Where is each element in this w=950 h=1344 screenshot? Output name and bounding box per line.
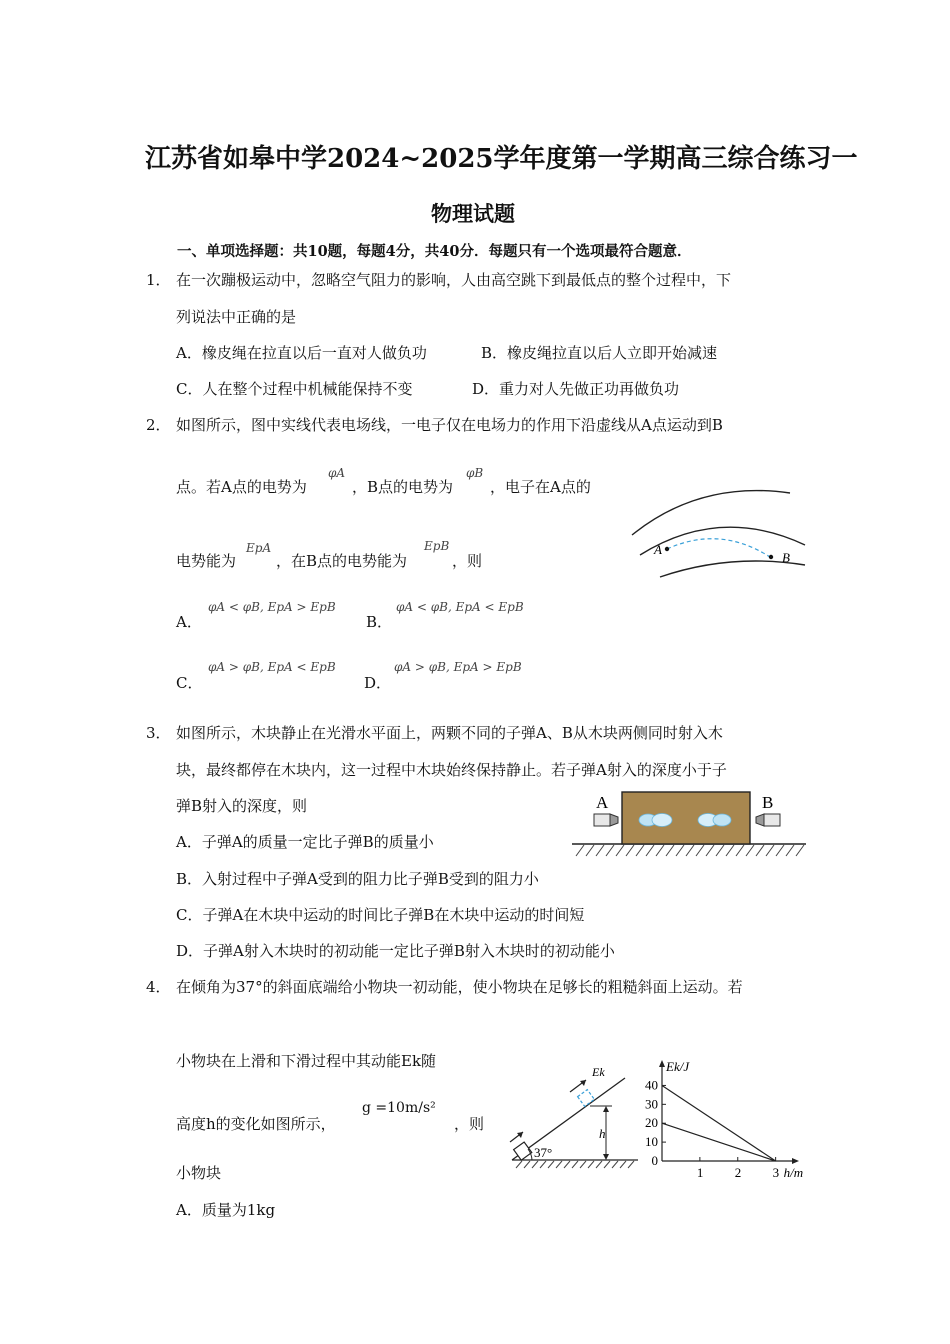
q2-line2-part1: 点。若A点的电势为: [176, 478, 307, 496]
q2-option-c-label: C．: [176, 674, 203, 692]
q2-phi-b-symbol: φB: [466, 466, 484, 480]
q1-stem-line2: 列说法中正确的是: [176, 308, 297, 326]
q2-option-b-expr: φA < φB, EpA < EpB: [396, 600, 524, 614]
bullet-a-label: A: [596, 793, 609, 812]
y-tick-label: 40: [645, 1077, 658, 1093]
q2-number: 2．: [146, 416, 171, 434]
h-label: h: [599, 1126, 606, 1141]
q1-option-d: D．重力对人先做正功再做负功: [472, 380, 680, 398]
bullet-a-embedded: [639, 814, 672, 827]
ground-hatching: [576, 845, 804, 856]
q2-option-c-expr: φA > φB, EpA < EpB: [208, 660, 336, 674]
q1-option-c: C．人在整个过程中机械能保持不变: [176, 380, 413, 398]
q2-option-a-expr: φA < φB, EpA > EpB: [208, 600, 336, 614]
q4-ek-h-chart: [640, 1058, 810, 1183]
q2-option-b-label: B．: [366, 613, 393, 631]
q4-option-a: A．质量为1kg: [176, 1201, 276, 1219]
q3-option-c: C．子弹A在木块中运动的时间比子弹B在木块中运动的时间短: [176, 906, 585, 924]
q2-epb-symbol: EpB: [424, 539, 450, 553]
q3-stem-line3: 弹B射入的深度，则: [176, 797, 308, 815]
section-heading: 一、单项选择题：共10题，每题4分，共40分．每题只有一个选项最符合题意．: [177, 243, 692, 260]
q4-stem-line4: 小物块: [176, 1164, 222, 1182]
q2-line3-part1: 电势能为: [176, 552, 237, 570]
q1-option-a: A．橡皮绳在拉直以后一直对人做负功: [176, 344, 427, 362]
q4-stem-line3-part1: 高度h的变化如图所示，: [176, 1115, 336, 1133]
bullet-b-label: B: [762, 793, 774, 812]
q3-block-figure: [570, 788, 810, 860]
q1-stem-line1: 在一次蹦极运动中，忽略空气阻力的影响，人由高空跳下到最低点的整个过程中，下: [176, 271, 732, 289]
q4-stem-line1: 在倾角为37°的斜面底端给小物块一初动能，使小物块在足够长的粗糙斜面上运动。若: [176, 978, 743, 996]
y-tick-label: 10: [645, 1134, 658, 1150]
point-b-dot: [769, 555, 773, 559]
q2-line2-part3: ，电子在A点的: [490, 478, 591, 496]
exam-title: 江苏省如皋中学2024~2025学年度第一学期高三综合练习一: [145, 144, 858, 174]
q4-stem-line3-part2: ，则: [454, 1115, 485, 1133]
y-axis-arrow: [659, 1060, 665, 1067]
q3-option-d: D．子弹A射入木块时的初动能一定比子弹B射入木块时的初动能小: [176, 942, 615, 960]
ek-label: Ek: [592, 1065, 605, 1079]
q4-number: 4．: [146, 978, 171, 996]
incline-hatching: [516, 1161, 634, 1168]
x-tick-label: 1: [696, 1165, 704, 1180]
field-line-middle: [640, 527, 805, 555]
angle-label: 37°: [534, 1145, 553, 1160]
q4-stem-line2: 小物块在上滑和下滑过程中其动能Ek随: [176, 1052, 437, 1070]
x-axis-arrow: [792, 1158, 799, 1164]
q2-option-a-label: A．: [176, 613, 202, 631]
q2-line3-part3: ，则: [452, 552, 483, 570]
y-tick-label: 30: [645, 1096, 658, 1112]
bullet-b-embedded: [698, 814, 731, 827]
y-axis-label: Ek/J: [666, 1059, 690, 1074]
x-tick-label: 3: [772, 1165, 780, 1180]
bullet-b: [756, 814, 780, 826]
x-axis-label: h/m: [783, 1165, 804, 1180]
q2-line3-part2: ，在B点的电势能为: [276, 552, 408, 570]
series-line-1: [662, 1085, 776, 1161]
q2-option-d-label: D．: [364, 674, 392, 692]
q4-incline-figure: [500, 1062, 645, 1172]
q3-stem-line1: 如图所示，木块静止在光滑水平面上，两颗不同的子弹A、B从木块两侧同时射入木: [176, 724, 723, 742]
series-line-2: [662, 1123, 776, 1161]
point-b-label: B: [782, 550, 790, 565]
exam-subtitle: 物理试题: [431, 201, 515, 226]
q3-stem-line2: 块，最终都停在木块内，这一过程中木块始终保持静止。若子弹A射入的深度小于子: [176, 761, 727, 779]
q2-field-figure: [630, 485, 810, 585]
q1-option-b: B．橡皮绳拉直以后人立即开始减速: [481, 344, 718, 362]
block-at-height: [578, 1090, 595, 1107]
q2-line2-part2: ，B点的电势为: [352, 478, 454, 496]
q3-number: 3．: [146, 724, 171, 742]
q2-phi-a-symbol: φA: [328, 466, 346, 480]
q2-stem-line1: 如图所示，图中实线代表电场线，一电子仅在电场力的作用下沿虚线从A点运动到B: [176, 416, 723, 434]
q2-epa-symbol: EpA: [246, 541, 272, 555]
q2-option-d-expr: φA > φB, EpA > EpB: [394, 660, 522, 674]
x-tick-label: 2: [734, 1165, 742, 1180]
q3-option-a: A．子弹A的质量一定比子弹B的质量小: [176, 833, 434, 851]
y-tick-label: 20: [645, 1115, 658, 1131]
q4-gravity-expr: g =10m/s²: [362, 1100, 436, 1116]
point-a-dot: [665, 547, 669, 551]
point-a-label: A: [654, 542, 662, 557]
y-tick-label: 0: [651, 1153, 658, 1168]
electron-path: [667, 539, 770, 557]
q3-option-b: B．入射过程中子弹A受到的阻力比子弹B受到的阻力小: [176, 870, 539, 888]
q1-number: 1．: [146, 271, 171, 289]
bullet-a: [594, 814, 618, 826]
